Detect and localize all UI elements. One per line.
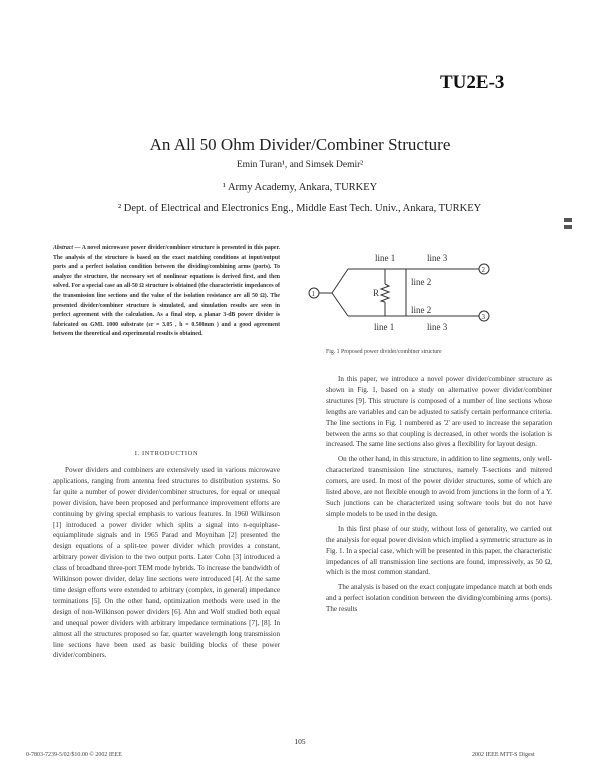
figure-1-diagram <box>305 250 555 345</box>
label-port-3: 3 <box>481 313 485 321</box>
label-line2-bottom: line 2 <box>411 305 432 315</box>
page-number: 105 <box>294 737 306 746</box>
figure-1-caption: Fig. 1 Proposed power divider/combiner structure <box>326 349 442 355</box>
label-resistor: R <box>373 288 380 298</box>
introduction-heading: I. INTRODUCTION <box>134 450 199 457</box>
label-line3-bottom: line 3 <box>427 322 448 332</box>
abstract <box>53 244 280 340</box>
footer-digest: 2002 IEEE MTT-S Digest <box>472 752 535 758</box>
label-port-1: 1 <box>311 290 315 298</box>
label-line1-bottom: line 1 <box>374 322 395 332</box>
intro-paragraph-5: The analysis is based on the exact conjugate impedance match at both ends and a perfect isolation condition between the dividing/combining arms (ports). The results <box>326 583 552 614</box>
affiliation-1: ¹ Army Academy, Ankara, TURKEY <box>222 182 378 193</box>
paper-title: An All 50 Ohm Divider/Combiner Structure <box>149 135 451 154</box>
label-line2-top: line 2 <box>411 277 432 287</box>
intro-paragraph-2: In this paper, we introduce a novel power divider/combiner structure as shown in Fig. 1, based on a study on alternative power divider/combiner structures [9]. This structure is composed of a number of line sections whose lengths are variables and can be adjusted to satisfy certain performance criteria. The line sections in Fig. 1 numbered as '2' are used to increase the separation between the arms so that coupling is decreased, in other words the isolation is increased. The same line sections also gives a flexibility for layout design. <box>326 375 552 449</box>
label-port-2: 2 <box>481 266 485 274</box>
margin-marks <box>564 218 572 232</box>
intro-paragraph-4: In this first phase of our study, without loss of generality, we carried out the analysis for equal power division which implied a symmetric structure as in Fig. 1. In a special case, which will be presented in this paper, the characteristic impedances of all transmission line sections are found, impressively, as 50 Ω, which is the most common standard. <box>326 524 552 577</box>
intro-paragraph-3: On the other hand, in this structure, in addition to line segments, only well-characterized transmission line structures, namely T-sections and mitered corners, are used. In most of the power divider structures, some of which are listed above, are not flexible enough to avoid from junctions in the form of a Y. Such junctions can be characterized using software tools but do not have simple models to be used in the design. <box>326 455 552 518</box>
introduction-body-right <box>326 374 552 615</box>
affiliation-2: ² Dept. of Electrical and Electronics Eng., Middle East Tech. Univ., Ankara, TURKEY <box>118 203 482 214</box>
abstract-text: — A novel microwave power divider/combiner structure is presented in this paper. The analysis of the structure is based on the exact matching conditions at input/output ports and a perfect isolation condition between the dividing/combining arms (ports). To analyze the structure, the necessary set of nonlinear equations is derived first, and then solved. For a special case an all-50 Ω structure is obtained (the characteristic impedances of the transmission line sections and the value of the isolation resistance are all 50 Ω). The presented divider/combiner structure is simulated, and simulation results are seen in perfect agreement with the calculation. As a final step, a planar 3-dB power divider is fabricated on GML 1000 substrate (εr = 3.05 , h = 0.508mm ) and a good agreement between the theoretical and experimental results is obtained. <box>53 245 280 338</box>
abstract-lead: Abstract <box>53 245 73 251</box>
label-line3-top: line 3 <box>427 253 448 263</box>
intro-paragraph-1: Power dividers and combiners are extensively used in various microwave applications, ranging from antenna feed structures to distribution systems. So far quite a number of power divider/combiner structures, for equal or unequal power division, have been proposed and performance improvement efforts are continuing by giving special emphasis to various features. In 1960 Wilkinson [1] introduced a power divider which splits a signal into n-equiphase-equiamplitude signals and in 1965 Parad and Moynihan [2] presented the design equations of a split-tee power divider which provides a constant, arbitrary power division to the two output ports. Later Cohn [3] introduced a class of broadband three-port TEM mode hybrids. To increase the bandwidth of Wilkinson power divider, delay line sections were introduced [4]. At the same time design efforts were extended to arbitrary (complex, in general) impedance terminations [5]. On the other hand, optimization methods were used in the design of non-Wilkinson power dividers [6]. Ahn and Wolf studied both equal and unequal power dividers with arbitrary impedance terminations [7], [8]. In almost all the structures proposed so far, quarter wavelength long transmission line sections have been used as basic building blocks of these power divider/combiners. <box>53 466 280 660</box>
introduction-body-left <box>53 465 280 661</box>
isolation-resistor <box>381 284 389 302</box>
paper-authors: Emin Turan¹, and Simsek Demir² <box>236 160 364 170</box>
label-line1-top: line 1 <box>375 253 396 263</box>
session-code: TU2E-3 <box>440 72 505 93</box>
footer-copyright: 0-7803-7239-5/02/$10.00 © 2002 IEEE <box>26 752 122 758</box>
